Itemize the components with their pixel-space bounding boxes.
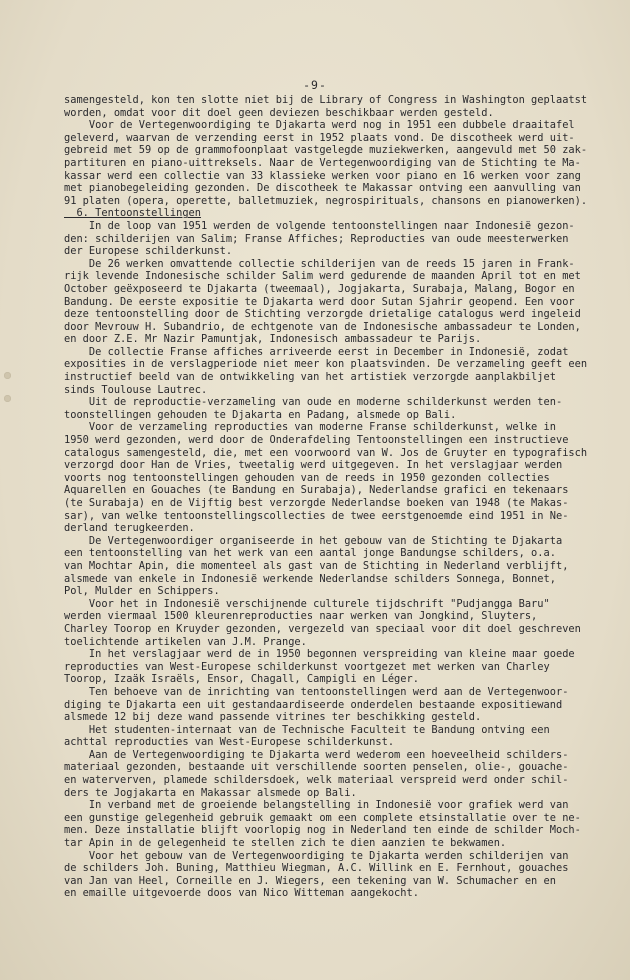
text-line: een gunstige gelegenheid gebruik gemaakt om een complete etsinstallatie over te ne- (64, 811, 581, 824)
text-line: Uit de reproductie-verzameling van oude en moderne schilderkunst werden ten- (64, 396, 563, 409)
page-number: -9- (303, 78, 327, 92)
text-line: van Mochtar Apin, die momenteel als gast van de Stichting in Nederland verblijft, (64, 559, 569, 572)
text-line: door Mevrouw H. Subandrio, de echtgenote van de Indonesische ambassadeur te Londen, (64, 320, 581, 333)
text-line: men. Deze installatie blijft voorlopig nog in Nederland ten einde de schilder Moch- (64, 824, 581, 837)
text-line: gebreid met 59 op de grammofoonplaat vastgelegde muziekwerken, aangevuld met 50 zak- (64, 144, 588, 157)
text-line: Toorop, Izaäk Israëls, Ensor, Chagall, Campigli en Léger. (64, 673, 419, 686)
text-line: October geëxposeerd te Djakarta (tweemaal), Jogjakarta, Surabaja, Malang, Bogor en (64, 282, 575, 295)
text-line: In de loop van 1951 werden de volgende tentoonstellingen naar Indonesië gezon- (64, 219, 575, 232)
text-line: De 26 werken omvattende collectie schilderijen van de reeds 15 jaren in Frank- (64, 257, 575, 270)
text-line: catalogus samengesteld, die, met een voorwoord van W. Jos de Gruyter en typografisch (64, 446, 588, 459)
text-line: Ten behoeve van de inrichting van tentoonstellingen werd aan de Vertegenwoor- (64, 685, 569, 698)
text-line: worden, omdat voor dit doel geen deviezen beschikbaar werden gesteld. (64, 106, 494, 119)
text-line: derland terugkeerden. (64, 522, 195, 535)
text-line: In het verslagjaar werd de in 1950 begonnen verspreiding van kleine maar goede (64, 648, 575, 661)
text-line: geleverd, waarvan de verzending eerst in 1952 plaats vond. De discotheek werd uit- (64, 131, 575, 144)
punch-hole (4, 395, 11, 402)
text-line: en emaille uitgevoerde doos van Nico Witteman aangekocht. (64, 887, 419, 900)
text-line: werden viermaal 1500 kleurenreproducties naar werken van Jongkind, Sluyters, (64, 610, 538, 623)
text-line: materiaal gezonden, bestaande uit verschillende soorten penselen, olie-, gouache- (64, 761, 569, 774)
text-line: ders te Jogjakarta en Makassar alsmede op Bali. (64, 786, 357, 799)
text-line: alsmede 12 bij deze wand passende vitrines ter beschikking gesteld. (64, 711, 482, 724)
text-line: Voor het gebouw van de Vertegenwoordiging te Djakarta werden schilderijen van (64, 849, 569, 862)
text-line: voorts nog tentoonstellingen gehouden van de reeds in 1950 gezonden collecties (64, 471, 550, 484)
text-line: de schilders Joh. Buning, Matthieu Wiegman, A.C. Willink en E. Fernhout, gouaches (64, 862, 569, 875)
text-line: samengesteld, kon ten slotte niet bij de Library of Congress in Washington geplaatst (64, 94, 588, 106)
section-heading: 6. Tentoonstellingen (64, 207, 202, 220)
text-line: toonstellingen gehouden te Djakarta en Padang, alsmede op Bali. (64, 408, 457, 421)
text-line: toelichtende artikelen van J.M. Prange. (64, 635, 307, 648)
text-line: Charley Toorop en Kruyder gezonden, vergezeld van speciaal voor dit doel geschreven (64, 622, 581, 635)
text-line: (te Surabaja) en de Vijftig best verzorgde Nederlandse boeken van 1948 (te Makas- (64, 497, 569, 509)
text-line: instructief beeld van de ontwikkeling van het artistiek verzorgde aanplakbiljet (64, 371, 556, 384)
text-line: sar), van welke tentoonstellingscollecties de twee eerstgenoemde eind 1951 in Ne- (64, 509, 569, 522)
text-line: der Europese schilderkunst. (64, 245, 233, 258)
text-line: Voor de verzameling reproducties van moderne Franse schilderkunst, welke in (64, 421, 556, 434)
text-line: Aquarellen en Gouaches (te Bandung en Surabaja), Nederlandse grafici en tekenaars (64, 484, 569, 497)
text-line: partituren en piano-uittreksels. Naar de Vertegenwoordiging van de Stichting te Ma- (64, 156, 581, 169)
text-line: De collectie Franse affiches arriveerde eerst in December in Indonesië, zodat (64, 345, 569, 358)
text-line: De Vertegenwoordiger organiseerde in het gebouw van de Stichting te Djakarta (64, 534, 563, 547)
punch-hole (4, 372, 11, 379)
text-line: rijk levende Indonesische schilder Salim werd gedurende de maanden April tot en met (64, 270, 581, 283)
text-line: Het studenten-internaat van de Technische Faculteit te Bandung ontving een (64, 723, 550, 736)
text-line: en door Z.E. Mr Nazir Pamuntjak, Indonesisch ambassadeur te Parijs. (64, 333, 482, 346)
text-line: kassar werd een collectie van 33 klassieke werken voor piano en 16 werken voor zang (64, 169, 581, 182)
text-line: Voor de Vertegenwoordiging te Djakarta werd nog in 1951 een dubbele draaitafel (64, 119, 575, 132)
text-line: van Jan van Heel, Corneille en J. Wiegers, een tekening van W. Schumacher en en (64, 874, 556, 887)
text-line: Voor het in Indonesië verschijnende culturele tijdschrift "Pudjangga Baru" (64, 597, 550, 610)
text-line: een tentoonstelling van het werk van een aantal jonge Bandungse schilders, o.a. (64, 547, 556, 560)
text-line: Aan de Vertegenwoordiging te Djakarta werd wederom een hoeveelheid schilders- (64, 748, 569, 761)
text-line: sinds Toulouse Lautrec. (64, 383, 208, 396)
text-line: tar Apin in de gelegenheid te stellen zich te dien aanzien te bekwamen. (64, 837, 507, 850)
text-line: 1950 werd gezonden, werd door de Onderafdeling Tentoonstellingen een instructieve (64, 434, 569, 447)
text-line: diging te Djakarta een uit gestandaardiseerde onderdelen bestaande expositiewand (64, 698, 563, 711)
text-line: verzorgd door Han de Vries, tweetalig werd uitgegeven. In het verslagjaar werden (64, 459, 563, 472)
text-line: alsmede van enkele in Indonesië werkende Nederlandse schilders Sonnega, Bonnet, (64, 572, 556, 585)
text-line: Bandung. De eerste expositie te Djakarta werd door Sutan Sjahrir geopend. Een voor (64, 295, 575, 308)
text-line: reproducties van West-Europese schilderkunst voortgezet met werken van Charley (64, 660, 550, 673)
text-line: Pol, Mulder en Schippers. (64, 585, 220, 598)
text-line: exposities in de verslagperiode niet meer kon plaatsvinden. De verzameling geeft een (64, 358, 588, 371)
text-line: deze tentoonstelling door de Stichting verzorgde drietalige catalogus werd ingeleid (64, 308, 581, 321)
text-line: 91 platen (opera, operette, balletmuziek, negrospirituals, chansons en pianowerken). (64, 194, 588, 207)
text-line: den: schilderijen van Salim; Franse Affiches; Reproducties van oude meesterwerken (64, 232, 569, 245)
text-line: In verband met de groeiende belangstelling in Indonesië voor grafiek werd van (64, 799, 569, 812)
text-line: met pianobegeleiding gezonden. De discotheek te Makassar ontving een aanvulling van (64, 182, 581, 195)
text-line: en waterverven, plamede schildersdoek, welk materiaal verspreid werd onder schil- (64, 774, 569, 787)
typed-text-body (64, 94, 604, 900)
text-line: achttal reproducties van West-Europese schilderkunst. (64, 736, 395, 749)
